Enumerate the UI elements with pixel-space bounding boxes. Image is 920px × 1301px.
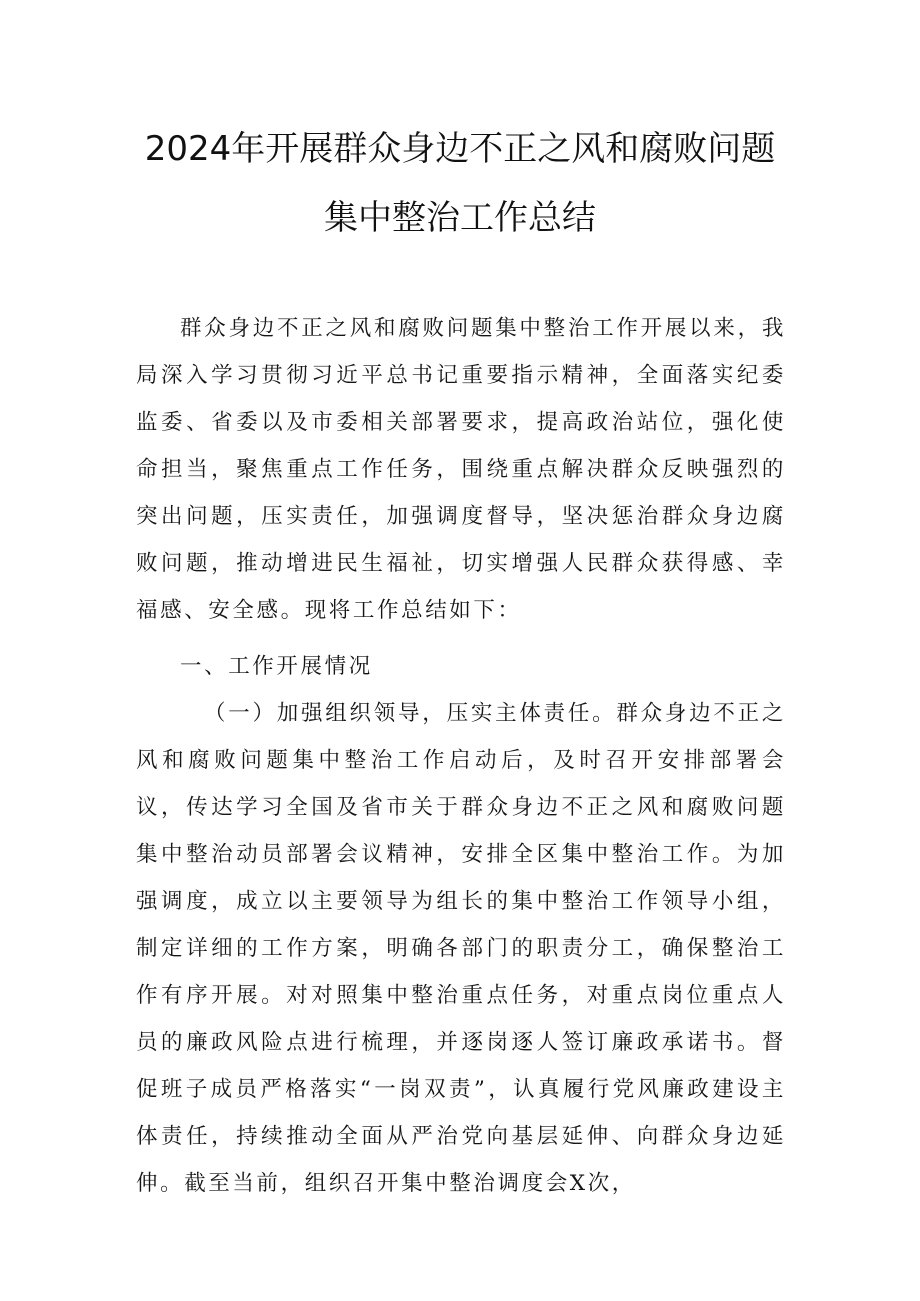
document-title-line-2: 集中整治工作总结 (324, 198, 596, 238)
intro-paragraph: 群众身边不正之风和腐败问题集中整治工作开展以来，我局深入学习贯彻习近平总书记重要指示精神，全面落实纪委监委、省委以及市委相关部署要求，提高政治站位，强化使命担当，聚焦重点工作任务，围绕重点解决群众反映强烈的突出问题，压实责任，加强调度督导，坚决惩治群众身边腐败问题，推动增进民生福祉，切实增强人民群众获得感、幸福感、安全感。现将工作总结如下： (136, 316, 786, 623)
section-heading-work-progress: 一、工作开展情况 (180, 654, 373, 679)
subsection-1-body: 群众身边不正之风和腐败问题集中整治工作启动后，及时召开安排部署会议，传达学习全国及省市关于群众身边不正之风和腐败问题集中整治动员部署会议精神，安排全区集中整治工作。为加强调度，成立以主要领导为组长的集中整治工作领导小组，制定详细的工作方案，明确各部门的职责分工，确保整治工作有序开展。对对照集中整治重点任务，对重点岗位重点人员的廉政风险点进行梳理，并逐岗逐人签订廉政承诺书。督促班子成员严格落实“一岗双责”，认真履行党风廉政建设主体责任，持续推动全面从严治党向基层延伸、向群众身边延伸。截至当前，组织召开集中整治调度会X次， (136, 701, 786, 1196)
subsection-1-heading: （一）加强组织领导，压实主体责任。 (204, 701, 617, 726)
subsection-1-paragraph (136, 690, 786, 1207)
document-title-line-1: 2024年开展群众身边不正之风和腐败问题 (144, 129, 776, 169)
